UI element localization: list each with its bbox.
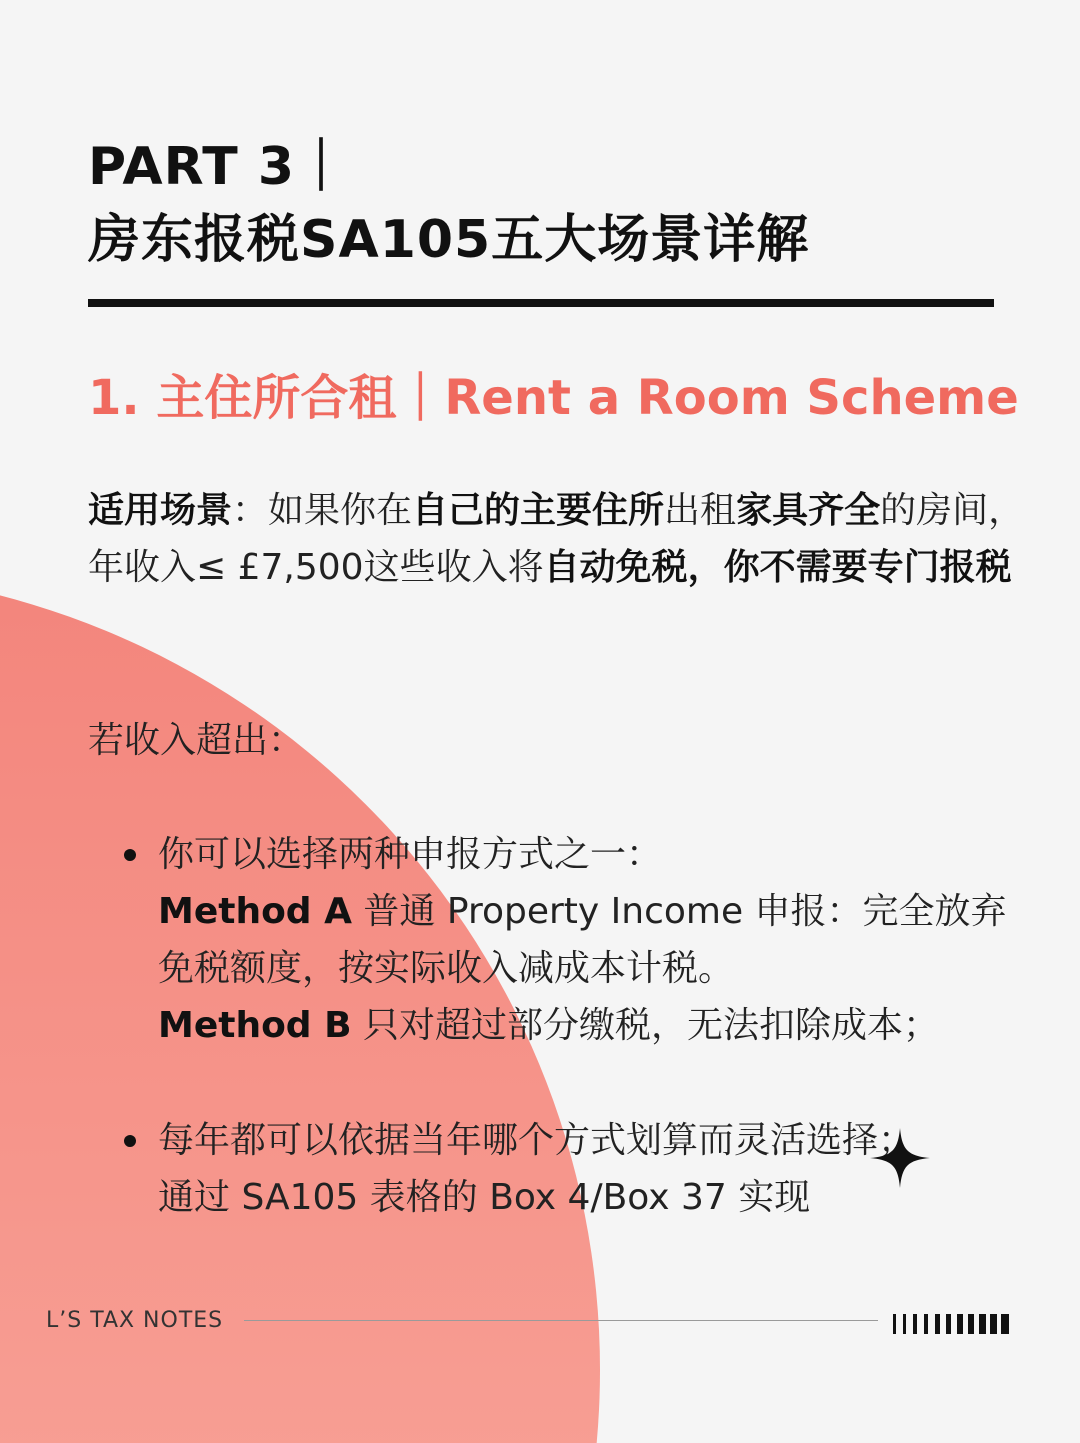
- footer-brand: L’S TAX NOTES: [46, 1308, 224, 1333]
- bullet-list-1: [116, 826, 1016, 1054]
- method-b-label: Method B: [158, 1005, 352, 1046]
- section-heading: 1. 主住所合租｜Rent a Room Scheme: [88, 370, 1019, 426]
- intro-bold-2: 家具齐全: [736, 490, 881, 531]
- intro-text-1: ：如果你在: [232, 490, 413, 531]
- barcode-icon: [893, 1314, 1017, 1334]
- intro-text-3: 的房间，年收入≤ £7,500这些收入将: [88, 490, 1025, 588]
- method-b-text: 只对超过部分缴税，无法扣除成本；: [351, 1005, 940, 1046]
- method-a-text: 普通 Property Income 申报：完全放弃免税额度，按实际收入减成本计税。: [158, 891, 1007, 989]
- intro-label: 适用场景: [88, 490, 233, 531]
- exceed-text: 若收入超出：: [88, 720, 305, 761]
- intro-paragraph: [88, 482, 1034, 596]
- method-a-label: Method A: [158, 891, 352, 932]
- intro-bold-1: 自己的主要住所: [412, 490, 665, 531]
- footer-divider: [244, 1320, 878, 1321]
- title-divider: [88, 299, 994, 307]
- page-title: 房东报税SA105五大场景详解: [88, 210, 810, 270]
- page-title-part: PART 3｜: [88, 137, 349, 197]
- bullet2-line2: 通过 SA105 表格的 Box 4/Box 37 实现: [158, 1177, 811, 1218]
- intro-bold-3: 自动免税，你不需要专门报税: [543, 547, 1012, 588]
- bullet2-line1: 每年都可以依据当年哪个方式划算而灵活选择；: [158, 1120, 915, 1161]
- four-point-star-icon: [870, 1128, 930, 1188]
- list-item: [116, 826, 1016, 1054]
- bullet1-intro: 你可以选择两种申报方式之一：: [158, 834, 663, 875]
- intro-text-2: 出租: [664, 490, 737, 531]
